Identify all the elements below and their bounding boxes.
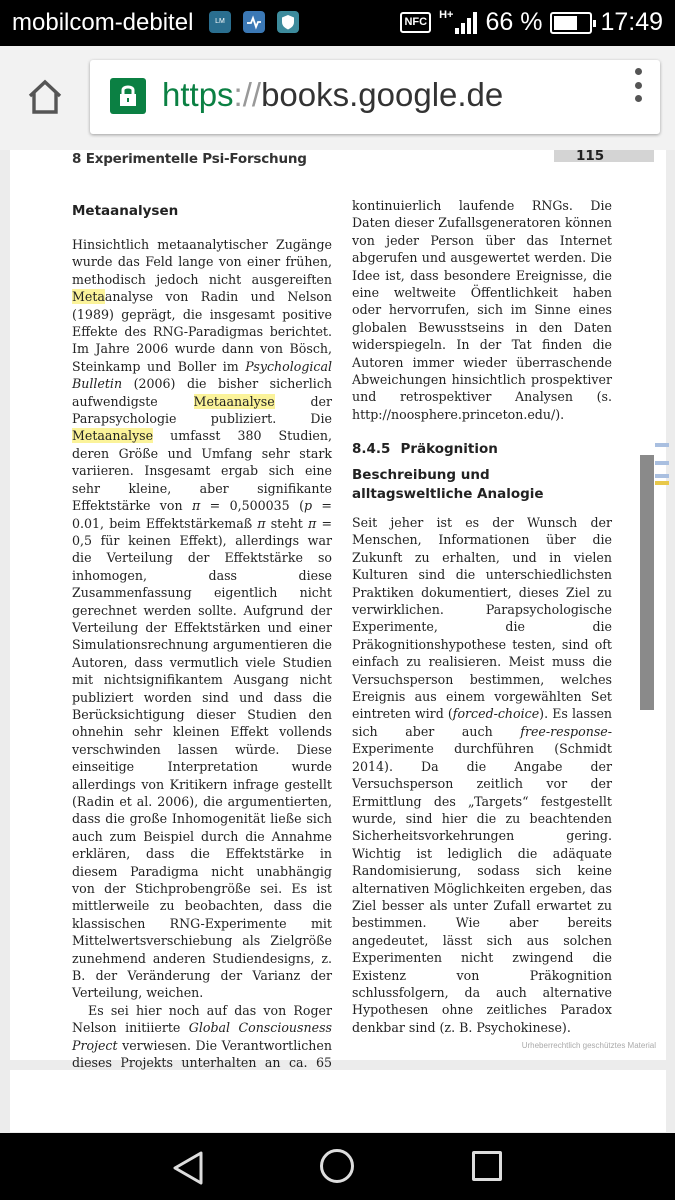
status-bar bbox=[0, 0, 675, 46]
lock-icon bbox=[110, 78, 146, 114]
battery-percent: 66 % bbox=[485, 8, 543, 36]
running-head: 8 Experimentelle Psi-Forschung bbox=[72, 151, 307, 167]
next-page[interactable] bbox=[10, 1070, 666, 1132]
menu-dot-icon bbox=[635, 95, 642, 102]
nfc-icon: NFC bbox=[400, 12, 431, 33]
menu-dot-icon bbox=[635, 68, 642, 75]
signal-icon bbox=[455, 12, 477, 34]
battery-icon bbox=[550, 12, 592, 34]
status-icons bbox=[400, 8, 663, 37]
url-scheme: https bbox=[162, 76, 234, 113]
back-triangle-icon bbox=[171, 1150, 205, 1186]
shield-app-icon bbox=[277, 11, 299, 33]
clock: 17:49 bbox=[600, 8, 663, 36]
menu-dot-icon bbox=[635, 82, 642, 89]
overflow-menu-button[interactable] bbox=[631, 68, 645, 102]
browser-toolbar bbox=[0, 46, 675, 150]
nav-home-button[interactable] bbox=[320, 1149, 354, 1183]
notification-app-icon: LM bbox=[209, 11, 231, 33]
recent-apps-button[interactable] bbox=[472, 1151, 502, 1181]
right-column-text-bottom: Seit jeher ist es der Wunsch der Menschen, Informationen über die Zukunft zu erhalten, und in vielen Kulturen sind die unterschiedlichsten Praktiken dokumentiert, dieses Ziel zu verwirklichen. Parapsychologische Experimente, die die Präkognitionshypothese testen, sind oft einfach zu realisieren. Meist muss die Versuchsperson bestimmen, welches Ereignis aus einem vorgewählten Set eintreten wird (forced-choice). Es lassen sich aber auch free-response-Experimente durchführen (Schmidt 2014). Da die Angabe der Versuchsperson zeitlich vor der Ermittlung des „Targets“ festgestellt wurde, sind hier die zu beachtenden Sicherheitsvorkehrungen gering. Wichtig ist lediglich die adäquate Randomisierung, sodass sich keine alternativen Möglichkeiten ergeben, das Ziel besser als unter Zufall erwartet zu bestimmen. Wie aber bereits angedeutet, lässt sich aus solchen Experimenten nicht zwingend die Existenz von Präkognition schlussfolgern, da auch alternative Hypothesen ohne zeitliches Paradox denkbar sind (z. B. Psychokinese). bbox=[352, 515, 613, 1035]
back-button[interactable] bbox=[171, 1150, 205, 1190]
home-icon bbox=[25, 77, 65, 117]
network-type: H+ bbox=[439, 8, 454, 21]
health-app-icon bbox=[243, 11, 265, 33]
section-number: 8.4.5 bbox=[352, 441, 391, 457]
url-host: books.google.de bbox=[261, 76, 504, 113]
scroll-marker bbox=[655, 443, 669, 447]
subheading: Beschreibung und alltagsweltliche Analogie bbox=[352, 467, 544, 502]
scroll-marker bbox=[655, 474, 669, 478]
highlight-marker bbox=[655, 481, 669, 485]
url-separator: :// bbox=[233, 76, 262, 113]
page-number: 115 bbox=[576, 148, 605, 164]
book-page[interactable] bbox=[10, 148, 666, 1071]
carrier-name: mobilcom-debitel bbox=[12, 9, 194, 36]
left-heading: Metaanalysen bbox=[72, 203, 179, 219]
scrollbar-thumb[interactable] bbox=[640, 455, 654, 710]
left-column-text: Hinsichtlich metaanalytischer Zugänge wurde das Feld lange von einer frühen, methodisch jedoch nicht ausgereiften Metaanalyse von Radin und Nelson (1989) geprägt, die insgesamt positive Effekte des RNG-Paradigmas berichtet. Im Jahre 2006 wurde dann von Bösch, Steinkamp und Boller im Psychological Bulletin (2006) die bisher sicherlich aufwendigste Metaanalyse der Parapsychologie publiziert. Die Metaanalyse umfasst 380 Studien, deren Größe und Umfang sehr stark variieren. Insgesamt ergab sich eine sehr kleine, aber signifikante Effektstärke von π = 0,500035 (p = 0.01, beim Effektstärkemaß π steht π = 0,5 für keinen Effekt), allerdings war die Verteilung der Effektstärke so inhomogen, dass diese Zusammenfassung eigentlich nicht gerechnet werden sollte. Aufgrund der Verteilung der Effektstärken und einer Simulationsrechnung argumentieren die Autoren, dass vermutlich viele Studien mit nichtsignifikantem Ausgang nicht publiziert worden sind und dass die Berücksichtigung dieser Studien den ohnehin sehr kleinen Effekt vollends verschwinden lassen würde. Diese einseitige Interpretation wurde allerdings von Kritikern infrage gestellt (Radin et al. 2006), die argumentierten, dass die große Inhomogenität ließe sich auch zum Beispiel durch die Annahme erklären, dass die Effektstärke in diesem Paradigma nicht unabhängig von der Stichprobengröße sei. Es ist mittlerweile zu beobachten, dass die klassischen RNG-Experimente mit Mittelwertsverschiebung als Zielgröße zunehmend anderen Studiendesigns, z. B. der Veränderung der Varianz der Verteilung, weichen. Es sei hier noch auf das von Roger Nelson initiierte Global Consciousness Project verwiesen. Die Verantwortlichen dieses Projekts unterhalten an ca. 65 bbox=[72, 237, 333, 1071]
home-button[interactable] bbox=[25, 77, 65, 117]
address-bar[interactable] bbox=[90, 60, 660, 134]
section-heading bbox=[352, 441, 498, 457]
scroll-marker bbox=[655, 461, 669, 465]
url-text bbox=[162, 76, 503, 114]
section-title: Präkognition bbox=[400, 441, 498, 457]
copyright-watermark: Urheberrechtlich geschütztes Material bbox=[521, 1041, 656, 1050]
navigation-bar bbox=[0, 1133, 675, 1200]
right-column-text-top: kontinuierlich laufende RNGs. Die Daten dieser Zufallsgeneratoren können von jeder Person über das Internet abgerufen und ausgewertet werden. Die Idee ist, dass besondere Ereignisse, die eine weltweite Öffentlichkeit haben oder hervorrufen, sich im Sinne eines globalen Bewusstseins in den Daten widerspiegeln. In der Tat finden die Autoren immer wieder überraschende Abweichungen hinsichtlich prospektiver und retrospektiver Analysen (s. http://noosphere.princeton.edu/). bbox=[352, 198, 612, 422]
